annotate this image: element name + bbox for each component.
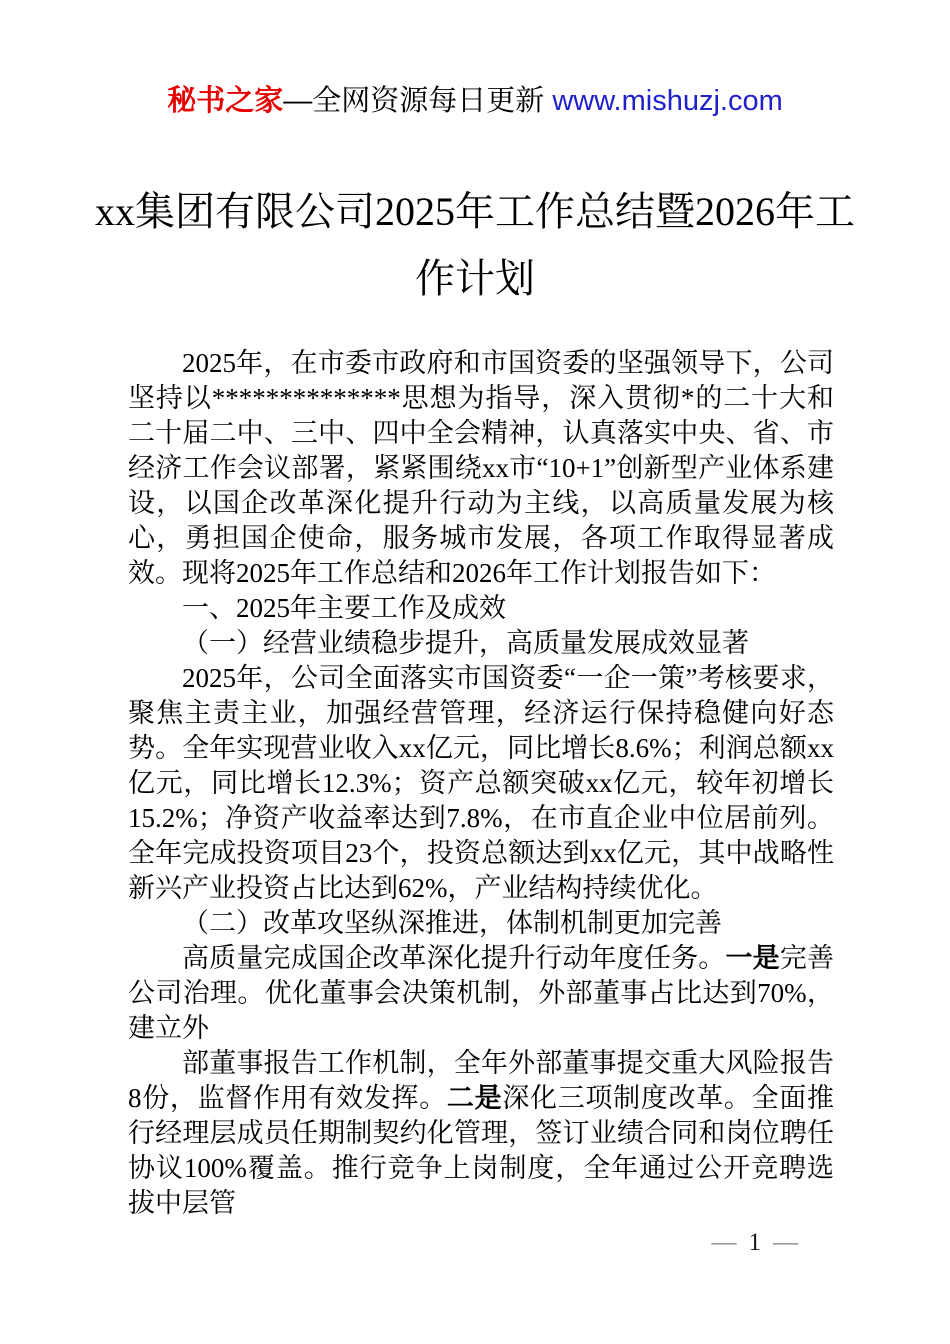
paragraph — [128, 1046, 834, 1221]
text-segment: 高质量完成国企改革深化提升行动年度任务。 — [182, 943, 726, 973]
paragraph — [128, 661, 834, 906]
page-number-value: 1 — [748, 1229, 761, 1256]
text-segment: 完善公司治理。优化董事会决策机制，外部董事占比达到70%，建立外 — [128, 943, 835, 1043]
page-number-dash-left: — — [711, 1229, 737, 1256]
site-url-link[interactable]: www.mishuzj.com — [552, 85, 783, 117]
document-title: xx集团有限公司2025年工作总结暨2026年工作计划 — [95, 189, 855, 301]
bold-text-segment: 一是 — [725, 943, 780, 973]
text-segment: 一、2025年主要工作及成效 — [182, 593, 506, 623]
paragraph — [128, 591, 834, 626]
paragraph — [128, 941, 834, 1046]
bold-text-segment: 二是 — [446, 1083, 503, 1113]
text-segment: （二）改革攻坚纵深推进，体制机制更加完善 — [182, 908, 722, 938]
text-segment: 部董事报告工作机制，全年外部董事提交重大风险报告8份，监督作用有效发挥。 — [128, 1048, 834, 1113]
text-segment: 深化三项制度改革。全面推行经理层成员任期制契约化管理，签订业绩合同和岗位聘任协议100%覆盖。推行竞争上岗制度，全年通过公开竞聘选拔中层管 — [128, 1083, 835, 1218]
site-header — [0, 84, 950, 118]
page-number — [712, 1229, 799, 1257]
paragraph — [128, 346, 834, 591]
page-number-dash-right: — — [773, 1229, 798, 1256]
text-segment: （一）经营业绩稳步提升，高质量发展成效显著 — [182, 628, 749, 658]
paragraph — [128, 906, 834, 941]
site-brand: 秘书之家 — [167, 85, 284, 117]
text-segment: 2025年，在市委市政府和市国资委的坚强领导下，公司坚持以**************思想为指导，深入贯彻*的二十大和二十届二中、三中、四中全会精神，认真落实中央、省、市经济工作会议部署，紧紧围绕xx市“10+1”创新型产业体系建设，以国企改革深化提升行动为主线，以高质量发展为核心，勇担国企使命，服务城市发展，各项工作取得显著成效。现将2025年工作总结和2026年工作计划报告如下： — [128, 348, 834, 588]
document-body — [128, 346, 834, 1221]
text-segment: 2025年，公司全面落实市国资委“一企一策”考核要求，聚焦主责主业，加强经营管理，经济运行保持稳健向好态势。全年实现营业收入xx亿元，同比增长8.6%；利润总额xx亿元，同比增长12.3%；资产总额突破xx亿元，较年初增长15.2%；净资产收益率达到7.8%，在市直企业中位居前列。全年完成投资项目23个，投资总额达到xx亿元，其中战略性新兴产业投资占比达到62%，产业结构持续优化。 — [128, 663, 834, 903]
site-tagline: —全网资源每日更新 — [283, 85, 553, 117]
paragraph — [128, 626, 834, 661]
